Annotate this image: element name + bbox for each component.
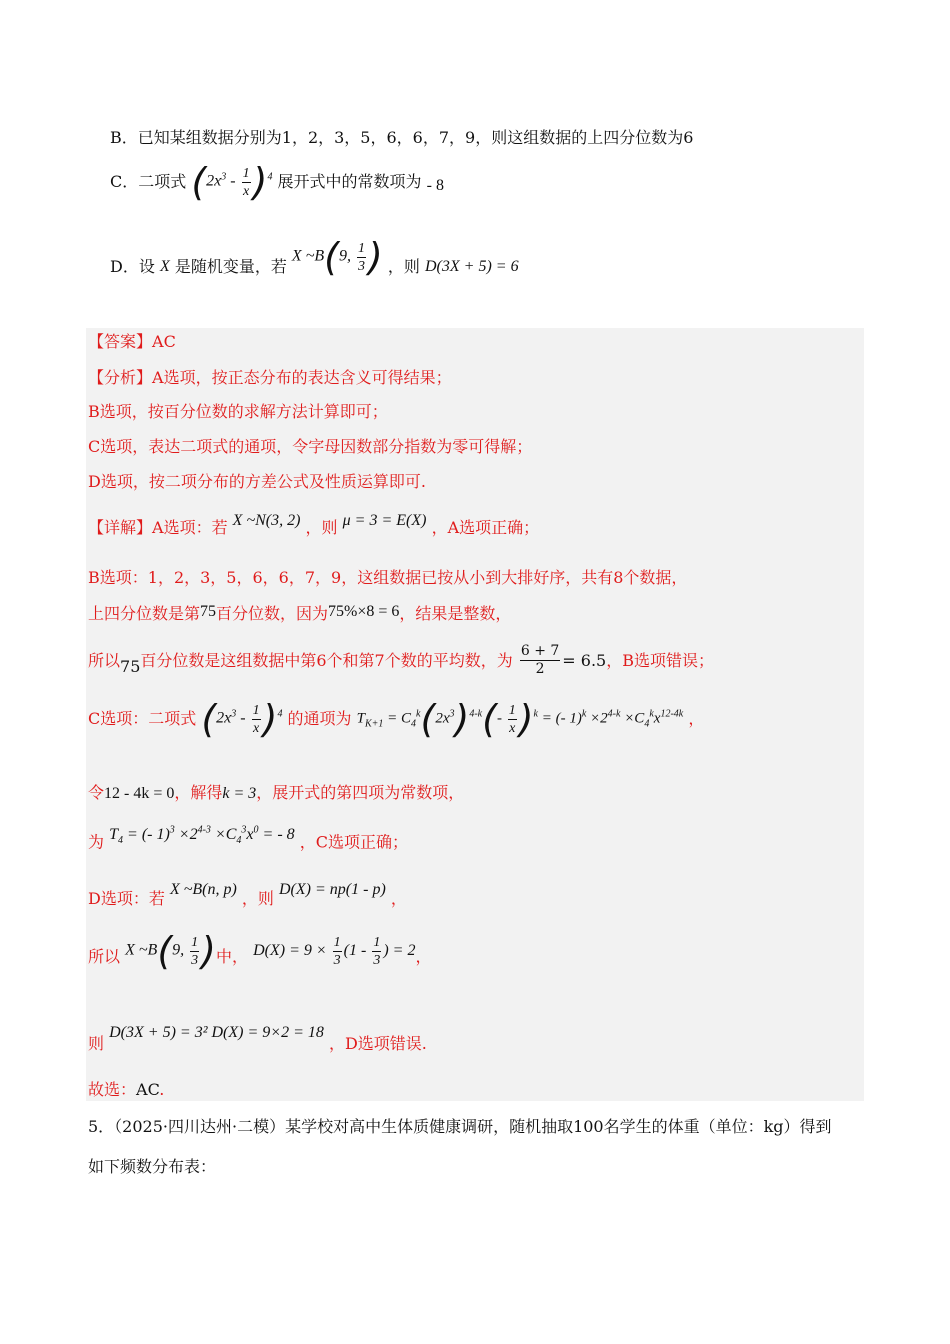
analysis-line-1	[88, 367, 452, 389]
percentile-number: 75	[200, 603, 217, 620]
binomial-expression-2: ($2x^3$ - $\frac{1}{x}$ )$^4$	[201, 697, 283, 741]
detail-c1-mid: 的通项为	[287, 709, 352, 728]
option-d	[110, 235, 519, 286]
detail-a	[88, 512, 540, 540]
detail-c2-suffix: ，展开式的第四项为常数项，	[256, 783, 465, 802]
detail-c3-prefix: 为	[88, 832, 105, 852]
question5-line-1: 5．（2025·四川达州·二模）某学校对高中生体质健康调研，随机抽取100名学生的体重（单位：kg）得到	[88, 1117, 832, 1136]
detail-b3-suffix: ，B选项错误；	[606, 650, 714, 670]
average-fraction	[520, 643, 560, 678]
average-denominator: 2	[535, 661, 545, 677]
conclusion	[88, 1079, 164, 1101]
analysis-line-4: D选项，按二项分布的方差公式及性质运算即可.	[88, 472, 426, 491]
detail-c-1	[88, 697, 705, 741]
analysis-line-3: C选项，表达二项式的通项，令字母因数部分指数为零可得解；	[88, 437, 533, 456]
k-value: k = 3	[222, 785, 257, 802]
binomial-distribution: X ~B(9, $\frac{1}{3}$ )	[291, 235, 383, 279]
detail-d3-suffix: ，D选项错误.	[328, 1034, 427, 1053]
detail-b3-prefix: 所以	[88, 650, 121, 670]
option-d-mid: 是随机变量，若	[174, 257, 287, 276]
detail-c3-suffix: ，C选项正确；	[299, 832, 408, 852]
fourth-term-formula: $T_4$ = (- $1)^3 \times 2^{4-3} \times C_4^3x^0$ = - 8	[109, 825, 295, 847]
option-c-prefix: C．二项式	[110, 172, 187, 191]
average-numerator: 6 + 7	[520, 643, 560, 659]
detail-c1-prefix: C选项：二项式	[88, 709, 197, 728]
detail-b2-prefix: 上四分位数是第	[88, 604, 201, 623]
detail-a-prefix: A选项：若	[152, 518, 228, 537]
option-d-then: ，则	[387, 257, 420, 276]
detail-b-2	[88, 603, 511, 626]
detail-b2-mid: 百分位数，因为	[216, 604, 329, 623]
normal-distribution: X ~N(3, 2)	[232, 512, 301, 529]
exponent-equation: 12 - 4k = 0	[104, 785, 175, 802]
conclusion-answer: AC	[136, 1080, 160, 1099]
option-c-value: - 8	[426, 177, 444, 194]
option-d-prefix: D．设	[110, 257, 155, 276]
option-b: B．已知某组数据分别为1，2，3，5，6，6，7，9，则这组数据的上四分位数为6	[110, 128, 694, 147]
detail-c2-prefix: 令	[88, 783, 105, 802]
option-c	[110, 160, 444, 204]
detail-d-1	[88, 881, 407, 911]
detail-a-mid: ，则	[305, 518, 338, 537]
detail-d-2	[88, 929, 432, 976]
conclusion-dot: .	[159, 1080, 165, 1099]
option-d-formula: D(3X + 5) = 6	[424, 258, 519, 275]
answer-line	[88, 331, 176, 353]
detail-d2-mid: 中，	[215, 947, 248, 966]
answer-label: 【答案】	[88, 332, 153, 351]
detail-c2-mid: ，解得	[174, 783, 223, 802]
binomial-distribution-2: X ~B(9, $\frac{1}{3}$ )	[125, 929, 216, 973]
general-term-formula: $T_{K+1} = C_4^k(2x^3)^{4-k}(-$ $\frac{1}{x}$ )$^k$ = (- $1)^k \times 2^{4-k} \times C_4^kx^{12-4k}$	[356, 697, 684, 741]
analysis-line-2: B选项，按百分位数的求解方法计算即可；	[88, 402, 388, 421]
detail-d3-prefix: 则	[88, 1034, 105, 1053]
variance-result: D(3X + 5) = 3² D(X) = 9×2 = 18	[109, 1024, 324, 1041]
detail-d2-prefix: 所以	[88, 947, 121, 966]
answer-value: AC	[152, 332, 176, 351]
binomial-expression: ($2x^3$ - $\frac{1}{x}$ )$^4$	[191, 160, 273, 204]
variable-x: X	[159, 258, 170, 275]
detail-b-1: B选项：1，2，3，5，6，6，7，9，这组数据已按从小到大排好序，共有8个数据，	[88, 568, 688, 587]
binomial-general: X ~B(n, p)	[169, 881, 237, 898]
option-c-suffix: 展开式中的常数项为	[277, 172, 422, 191]
analysis-text: A选项，按正态分布的表达含义可得结果；	[152, 368, 452, 387]
detail-d-3	[88, 1024, 427, 1056]
percentile-calc: 75%×8 = 6	[328, 603, 400, 620]
detail-b-3	[88, 643, 714, 678]
conclusion-prefix: 故选：	[88, 1080, 137, 1099]
question5-line-2: 如下频数分布表：	[88, 1157, 217, 1176]
detail-d1-prefix: D选项：若	[88, 889, 165, 908]
detail-d1-suffix: ，	[390, 889, 407, 908]
average-result: = 6.5	[562, 650, 607, 670]
detail-b2-suffix: ，结果是整数，	[399, 604, 512, 623]
analysis-label: 【分析】	[88, 368, 153, 387]
comma: ，	[688, 709, 705, 728]
detail-c-2	[88, 782, 464, 805]
detail-b3-mid: 百分位数是这组数据中第6个和第7个数的平均数，为	[140, 650, 513, 670]
variance-calc: D(X) = 9 × $\frac{1}{3}$ (1 - $\frac{1}{3}$ ) = 2	[253, 934, 416, 968]
detail-label: 【详解】	[88, 518, 153, 537]
mean-formula: μ = 3 = E(X)	[342, 512, 427, 529]
variance-formula: D(X) = np(1 - p)	[279, 881, 386, 898]
detail-a-suffix: ，A选项正确；	[431, 518, 540, 537]
detail-d2-suffix: ，	[415, 947, 432, 966]
percentile-number-2: 75	[120, 656, 141, 676]
detail-c-3	[88, 825, 408, 861]
detail-d1-mid: ，则	[241, 889, 274, 908]
